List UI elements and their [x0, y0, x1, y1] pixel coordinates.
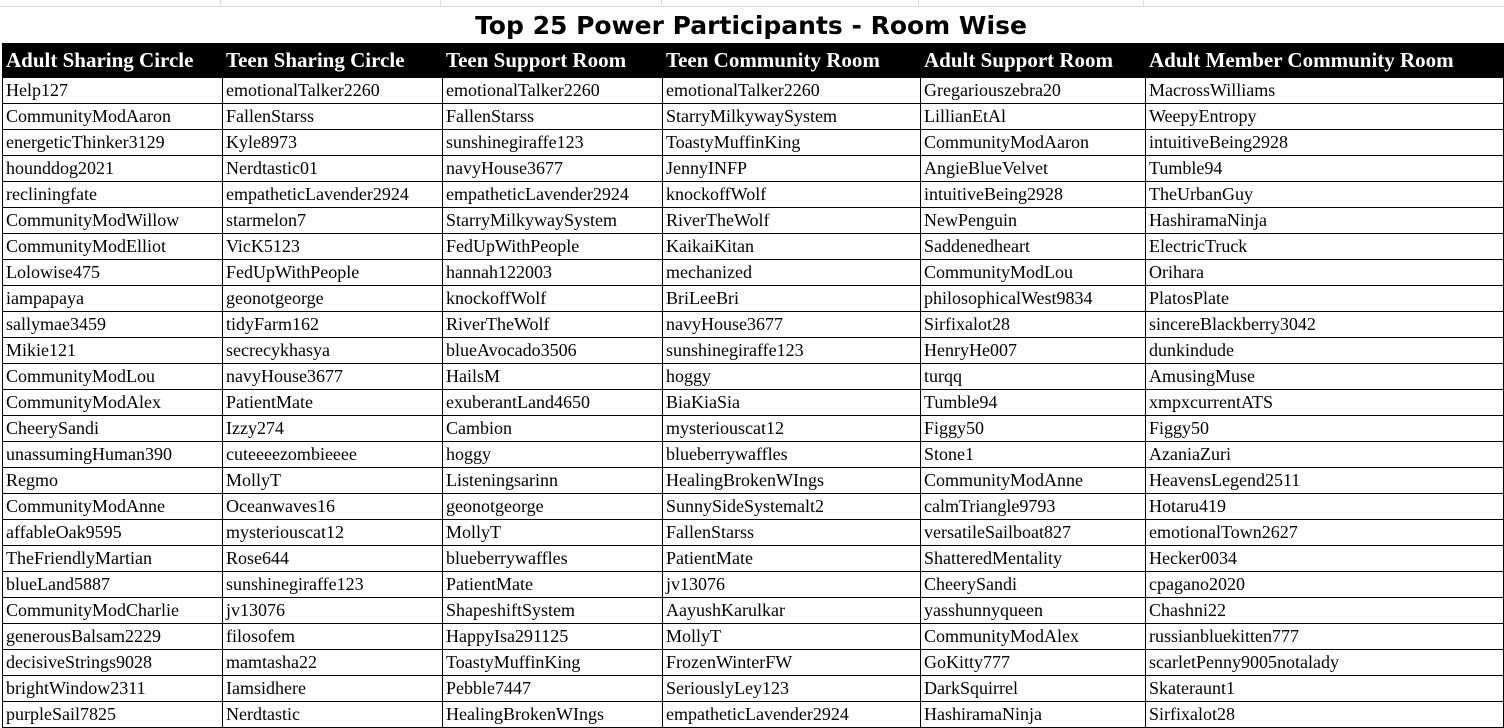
table-cell[interactable]: BriLeeBri	[663, 286, 921, 312]
column-header-adult-support-room[interactable]: Adult Support Room	[921, 44, 1146, 78]
table-cell[interactable]: TheUrbanGuy	[1146, 182, 1504, 208]
table-cell[interactable]: emotionalTalker2260	[443, 78, 663, 104]
table-cell[interactable]: CommunityModAlex	[3, 390, 223, 416]
table-cell[interactable]: Izzy274	[223, 416, 443, 442]
table-cell[interactable]: MollyT	[663, 624, 921, 650]
table-cell[interactable]: starmelon7	[223, 208, 443, 234]
table-cell[interactable]: Figgy50	[1146, 416, 1504, 442]
table-cell[interactable]: Lolowise475	[3, 260, 223, 286]
table-cell[interactable]: hoggy	[663, 364, 921, 390]
table-cell[interactable]: scarletPenny9005notalady	[1146, 650, 1504, 676]
table-cell[interactable]: secrecykhasya	[223, 338, 443, 364]
table-cell[interactable]: turqq	[921, 364, 1146, 390]
table-cell[interactable]: navyHouse3677	[223, 364, 443, 390]
table-row	[3, 260, 1504, 286]
table-cell[interactable]: SeriouslyLey123	[663, 676, 921, 702]
table-cell[interactable]: HappyIsa291125	[443, 624, 663, 650]
table-cell[interactable]: HashiramaNinja	[921, 702, 1146, 728]
table-cell[interactable]: HeavensLegend2511	[1146, 468, 1504, 494]
table-cell[interactable]: recliningfate	[3, 182, 223, 208]
table-cell[interactable]: brightWindow2311	[3, 676, 223, 702]
table-cell[interactable]: Regmo	[3, 468, 223, 494]
table-cell[interactable]: geonotgeorge	[443, 494, 663, 520]
table-cell[interactable]: sunshinegiraffe123	[223, 572, 443, 598]
table-cell[interactable]: AngieBlueVelvet	[921, 156, 1146, 182]
table-cell[interactable]: sunshinegiraffe123	[443, 130, 663, 156]
table-row	[3, 546, 1504, 572]
table-cell[interactable]: FallenStarss	[663, 520, 921, 546]
table-cell[interactable]: sunshinegiraffe123	[663, 338, 921, 364]
table-cell[interactable]: FedUpWithPeople	[223, 260, 443, 286]
table-cell[interactable]: FedUpWithPeople	[443, 234, 663, 260]
table-cell[interactable]: RiverTheWolf	[663, 208, 921, 234]
table-cell[interactable]: emotionalTalker2260	[223, 78, 443, 104]
table-cell[interactable]: cpagano2020	[1146, 572, 1504, 598]
table-cell[interactable]: mysteriouscat12	[223, 520, 443, 546]
table-cell[interactable]: CheerySandi	[921, 572, 1146, 598]
table-cell[interactable]: RiverTheWolf	[443, 312, 663, 338]
table-cell[interactable]: tidyFarm162	[223, 312, 443, 338]
table-cell[interactable]: FallenStarss	[443, 104, 663, 130]
table-cell[interactable]: PlatosPlate	[1146, 286, 1504, 312]
table-cell[interactable]: Chashni22	[1146, 598, 1504, 624]
table-cell[interactable]: ElectricTruck	[1146, 234, 1504, 260]
table-cell[interactable]: Oceanwaves16	[223, 494, 443, 520]
table-cell[interactable]: Sirfixalot28	[1146, 702, 1504, 728]
table-cell[interactable]: yasshunnyqueen	[921, 598, 1146, 624]
table-row	[3, 442, 1504, 468]
table-cell[interactable]: Skateraunt1	[1146, 676, 1504, 702]
table-row	[3, 130, 1504, 156]
table-cell[interactable]: Kyle8973	[223, 130, 443, 156]
table-cell[interactable]: Listeningsarinn	[443, 468, 663, 494]
table-cell[interactable]: hannah122003	[443, 260, 663, 286]
table-cell[interactable]: xmpxcurrentATS	[1146, 390, 1504, 416]
table-cell[interactable]: jv13076	[663, 572, 921, 598]
table-cell[interactable]: GoKitty777	[921, 650, 1146, 676]
table-cell[interactable]: Stone1	[921, 442, 1146, 468]
table-cell[interactable]: DarkSquirrel	[921, 676, 1146, 702]
table-cell[interactable]: CommunityModWillow	[3, 208, 223, 234]
table-cell[interactable]: hoggy	[443, 442, 663, 468]
table-cell[interactable]: CommunityModAnne	[3, 494, 223, 520]
table-cell[interactable]: AayushKarulkar	[663, 598, 921, 624]
table-row	[3, 338, 1504, 364]
table-cell[interactable]: Tumble94	[921, 390, 1146, 416]
table-cell[interactable]: TheFriendlyMartian	[3, 546, 223, 572]
table-cell[interactable]: blueAvocado3506	[443, 338, 663, 364]
table-cell[interactable]: Cambion	[443, 416, 663, 442]
table-cell[interactable]: unassumingHuman390	[3, 442, 223, 468]
sheet-title[interactable]: Top 25 Power Participants - Room Wise	[475, 11, 1027, 40]
table-cell[interactable]: Saddenedheart	[921, 234, 1146, 260]
table-cell[interactable]: MollyT	[223, 468, 443, 494]
table-cell[interactable]: mechanized	[663, 260, 921, 286]
column-header-teen-sharing-circle[interactable]: Teen Sharing Circle	[223, 44, 443, 78]
table-cell[interactable]: blueberrywaffles	[663, 442, 921, 468]
table-cell[interactable]: Rose644	[223, 546, 443, 572]
table-row	[3, 286, 1504, 312]
table-cell[interactable]: VicK5123	[223, 234, 443, 260]
table-cell[interactable]: FallenStarss	[223, 104, 443, 130]
table-cell[interactable]: PatientMate	[223, 390, 443, 416]
table-cell[interactable]: calmTriangle9793	[921, 494, 1146, 520]
table-cell[interactable]: CommunityModAnne	[921, 468, 1146, 494]
table-body	[3, 78, 1504, 728]
table-cell[interactable]: geonotgeorge	[223, 286, 443, 312]
table-row	[3, 702, 1504, 728]
table-cell[interactable]: Hecker0034	[1146, 546, 1504, 572]
table-row	[3, 156, 1504, 182]
table-cell[interactable]: Nerdtastic01	[223, 156, 443, 182]
table-cell[interactable]: CommunityModLou	[921, 260, 1146, 286]
table-cell[interactable]: NewPenguin	[921, 208, 1146, 234]
table-cell[interactable]: emotionalTalker2260	[663, 78, 921, 104]
table-cell[interactable]: AmusingMuse	[1146, 364, 1504, 390]
table-cell[interactable]: CommunityModAlex	[921, 624, 1146, 650]
table-cell[interactable]: hounddog2021	[3, 156, 223, 182]
table-cell[interactable]: KaikaiKitan	[663, 234, 921, 260]
table-cell[interactable]: sallymae3459	[3, 312, 223, 338]
table-row	[3, 520, 1504, 546]
header-row	[3, 44, 1504, 78]
table-cell[interactable]: FrozenWinterFW	[663, 650, 921, 676]
table-cell[interactable]: Figgy50	[921, 416, 1146, 442]
table-cell[interactable]: HealingBrokenWIngs	[663, 468, 921, 494]
column-header-teen-support-room[interactable]: Teen Support Room	[443, 44, 663, 78]
table-cell[interactable]: philosophicalWest9834	[921, 286, 1146, 312]
table-cell[interactable]: StarryMilkywaySystem	[663, 104, 921, 130]
table-cell[interactable]: ShatteredMentality	[921, 546, 1146, 572]
column-header-teen-community-room[interactable]: Teen Community Room	[663, 44, 921, 78]
table-cell[interactable]: intuitiveBeing2928	[1146, 130, 1504, 156]
participants-table	[2, 43, 1504, 728]
table-cell[interactable]: Hotaru419	[1146, 494, 1504, 520]
table-cell[interactable]: generousBalsam2229	[3, 624, 223, 650]
table-cell[interactable]: exuberantLand4650	[443, 390, 663, 416]
table-cell[interactable]: sincereBlackberry3042	[1146, 312, 1504, 338]
table-cell[interactable]: BiaKiaSia	[663, 390, 921, 416]
table-cell[interactable]: Nerdtastic	[223, 702, 443, 728]
table-row	[3, 78, 1504, 104]
table-cell[interactable]: LillianEtAl	[921, 104, 1146, 130]
table-row	[3, 598, 1504, 624]
table-cell[interactable]: ShapeshiftSystem	[443, 598, 663, 624]
table-cell[interactable]: blueLand5887	[3, 572, 223, 598]
table-cell[interactable]: MollyT	[443, 520, 663, 546]
table-row	[3, 494, 1504, 520]
table-cell[interactable]: AzaniaZuri	[1146, 442, 1504, 468]
table-cell[interactable]: iampapaya	[3, 286, 223, 312]
table-cell[interactable]: WeepyEntropy	[1146, 104, 1504, 130]
table-cell[interactable]: CommunityModAaron	[3, 104, 223, 130]
table-cell[interactable]: HenryHe007	[921, 338, 1146, 364]
table-row	[3, 312, 1504, 338]
table-cell[interactable]: ToastyMuffinKing	[663, 130, 921, 156]
table-cell[interactable]: SunnySideSystemalt2	[663, 494, 921, 520]
table-cell[interactable]: empatheticLavender2924	[443, 182, 663, 208]
table-cell[interactable]: HailsM	[443, 364, 663, 390]
table-cell[interactable]: navyHouse3677	[443, 156, 663, 182]
table-cell[interactable]: jv13076	[223, 598, 443, 624]
table-row	[3, 234, 1504, 260]
table-row	[3, 104, 1504, 130]
table-row	[3, 390, 1504, 416]
table-cell[interactable]: CommunityModLou	[3, 364, 223, 390]
table-row	[3, 182, 1504, 208]
table-cell[interactable]: Iamsidhere	[223, 676, 443, 702]
table-cell[interactable]: intuitiveBeing2928	[921, 182, 1146, 208]
table-cell[interactable]: CommunityModCharlie	[3, 598, 223, 624]
table-row	[3, 624, 1504, 650]
table-cell[interactable]: empatheticLavender2924	[663, 702, 921, 728]
table-cell[interactable]: cuteeeezombieeee	[223, 442, 443, 468]
table-cell[interactable]: empatheticLavender2924	[223, 182, 443, 208]
table-cell[interactable]: HashiramaNinja	[1146, 208, 1504, 234]
table-cell[interactable]: CommunityModAaron	[921, 130, 1146, 156]
table-row	[3, 468, 1504, 494]
table-row	[3, 208, 1504, 234]
table-cell[interactable]: Mikie121	[3, 338, 223, 364]
table-cell[interactable]: Sirfixalot28	[921, 312, 1146, 338]
table-cell[interactable]: StarryMilkywaySystem	[443, 208, 663, 234]
table-cell[interactable]: Orihara	[1146, 260, 1504, 286]
table-cell[interactable]: blueberrywaffles	[443, 546, 663, 572]
table-cell[interactable]: PatientMate	[663, 546, 921, 572]
table-cell[interactable]: MacrossWilliams	[1146, 78, 1504, 104]
table-cell[interactable]: filosofem	[223, 624, 443, 650]
table-cell[interactable]: affableOak9595	[3, 520, 223, 546]
table-cell[interactable]: Gregariouszebra20	[921, 78, 1146, 104]
table-cell[interactable]: CheerySandi	[3, 416, 223, 442]
table-cell[interactable]: energeticThinker3129	[3, 130, 223, 156]
table-cell[interactable]: ToastyMuffinKing	[443, 650, 663, 676]
table-cell[interactable]: Tumble94	[1146, 156, 1504, 182]
table-cell[interactable]: CommunityModElliot	[3, 234, 223, 260]
table-row	[3, 676, 1504, 702]
table-cell[interactable]: emotionalTown2627	[1146, 520, 1504, 546]
table-cell[interactable]: decisiveStrings9028	[3, 650, 223, 676]
table-cell[interactable]: versatileSailboat827	[921, 520, 1146, 546]
table-cell[interactable]: PatientMate	[443, 572, 663, 598]
column-header-adult-member-community-room[interactable]: Adult Member Community Room	[1146, 44, 1504, 78]
table-cell[interactable]: Help127	[3, 78, 223, 104]
table-cell[interactable]: mysteriouscat12	[663, 416, 921, 442]
table-cell[interactable]: navyHouse3677	[663, 312, 921, 338]
table-cell[interactable]: mamtasha22	[223, 650, 443, 676]
table-cell[interactable]: russianbluekitten777	[1146, 624, 1504, 650]
table-row	[3, 572, 1504, 598]
table-cell[interactable]: HealingBrokenWIngs	[443, 702, 663, 728]
table-cell[interactable]: knockoffWolf	[443, 286, 663, 312]
table-row	[3, 650, 1504, 676]
table-cell[interactable]: JennyINFP	[663, 156, 921, 182]
column-header-adult-sharing-circle[interactable]: Adult Sharing Circle	[3, 44, 223, 78]
table-cell[interactable]: knockoffWolf	[663, 182, 921, 208]
table-cell[interactable]: dunkindude	[1146, 338, 1504, 364]
table-cell[interactable]: purpleSail7825	[3, 702, 223, 728]
table-row	[3, 364, 1504, 390]
table-cell[interactable]: Pebble7447	[443, 676, 663, 702]
table-row	[3, 416, 1504, 442]
